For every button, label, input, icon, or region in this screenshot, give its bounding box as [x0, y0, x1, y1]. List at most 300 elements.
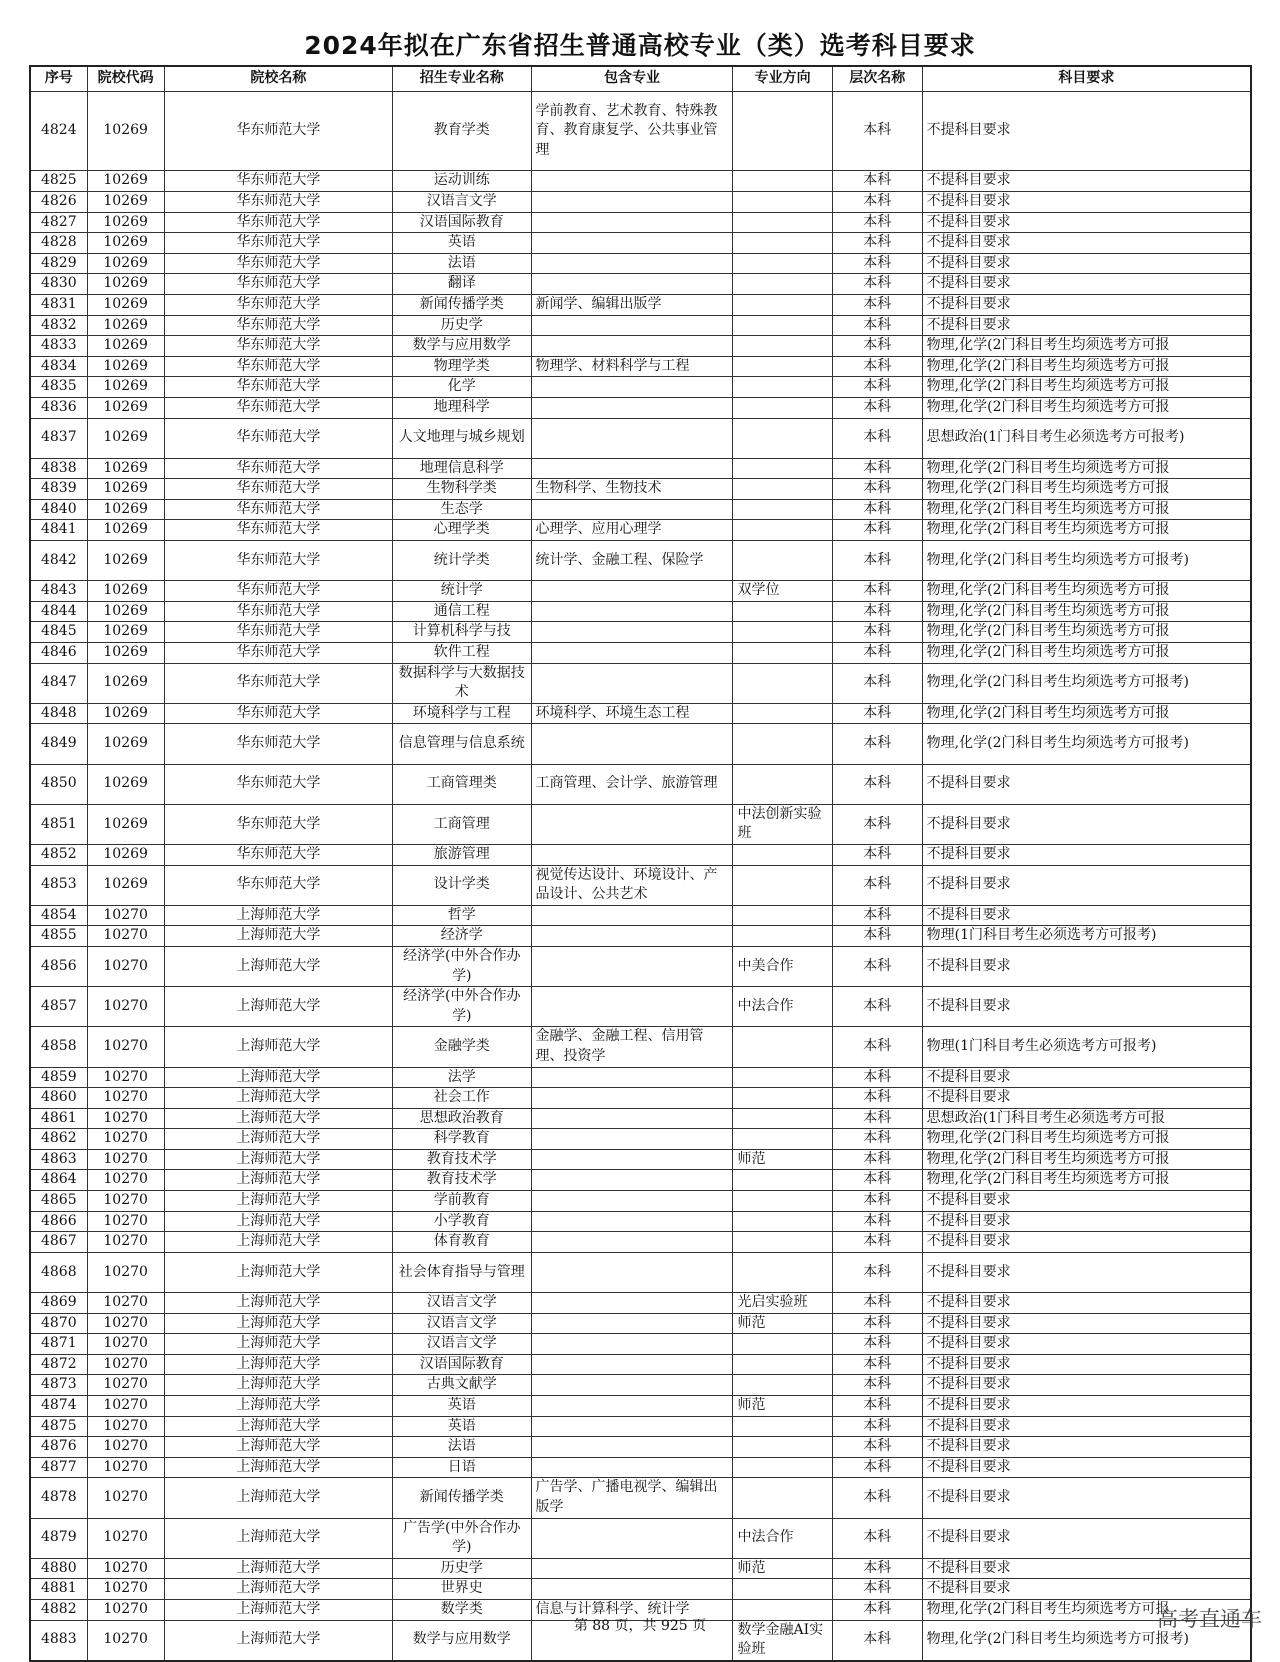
cell-direction: 数学金融AI实验班 — [733, 1620, 832, 1661]
table-row — [30, 520, 1251, 541]
cell-included — [531, 212, 733, 233]
cell-level: 本科 — [832, 622, 922, 643]
cell-major: 数据科学与大数据技术 — [393, 663, 531, 703]
cell-code: 10269 — [87, 92, 164, 171]
cell-level: 本科 — [832, 1129, 922, 1150]
cell-school: 华东师范大学 — [164, 601, 392, 622]
cell-seq: 4834 — [30, 356, 87, 377]
cell-direction — [733, 601, 832, 622]
cell-subjects: 物理,化学(2门科目考生均须选考方可报 — [922, 703, 1251, 724]
cell-code: 10270 — [87, 1129, 164, 1150]
cell-seq: 4868 — [30, 1252, 87, 1292]
brand-watermark: 高考直通车 — [1157, 1607, 1262, 1631]
cell-level: 本科 — [832, 294, 922, 315]
cell-level: 本科 — [832, 520, 922, 541]
cell-level: 本科 — [832, 1599, 922, 1620]
cell-code: 10270 — [87, 905, 164, 926]
table-header-row — [30, 66, 1251, 92]
cell-seq: 4841 — [30, 520, 87, 541]
cell-major: 教育学类 — [393, 92, 531, 171]
cell-direction — [733, 1354, 832, 1375]
cell-school: 上海师范大学 — [164, 1558, 392, 1579]
cell-code: 10269 — [87, 520, 164, 541]
cell-subjects: 不提科目要求 — [922, 315, 1251, 336]
cell-level: 本科 — [832, 1313, 922, 1334]
cell-seq: 4833 — [30, 336, 87, 357]
page-footer: 第 88 页，共 925 页 — [573, 1618, 707, 1634]
cell-major: 工商管理 — [393, 804, 531, 844]
cell-included: 信息与计算科学、统计学 — [531, 1599, 733, 1620]
cell-included — [531, 377, 733, 398]
cell-level: 本科 — [832, 1518, 922, 1558]
cell-code: 10269 — [87, 233, 164, 254]
cell-subjects: 不提科目要求 — [922, 92, 1251, 171]
cell-included — [531, 1558, 733, 1579]
cell-seq: 4831 — [30, 294, 87, 315]
cell-subjects: 不提科目要求 — [922, 1313, 1251, 1334]
cell-level: 本科 — [832, 1620, 922, 1661]
table-row — [30, 663, 1251, 703]
cell-code: 10269 — [87, 844, 164, 865]
cell-included — [531, 315, 733, 336]
table-row — [30, 356, 1251, 377]
cell-subjects: 思想政治(1门科目考生必须选考方可报考) — [922, 418, 1251, 458]
cell-seq: 4881 — [30, 1579, 87, 1600]
cell-included — [531, 1457, 733, 1478]
cell-direction — [733, 520, 832, 541]
cell-major: 广告学(中外合作办学) — [393, 1518, 531, 1558]
cell-major: 学前教育 — [393, 1191, 531, 1212]
cell-direction — [733, 1416, 832, 1437]
cell-level: 本科 — [832, 946, 922, 986]
cell-level: 本科 — [832, 377, 922, 398]
cell-subjects: 物理,化学(2门科目考生均须选考方可报 — [922, 601, 1251, 622]
requirements-table — [29, 65, 1252, 1662]
cell-direction — [733, 418, 832, 458]
table-row — [30, 499, 1251, 520]
cell-included — [531, 1211, 733, 1232]
cell-level: 本科 — [832, 1149, 922, 1170]
table-row — [30, 804, 1251, 844]
cell-included — [531, 233, 733, 254]
cell-direction — [733, 905, 832, 926]
cell-subjects: 不提科目要求 — [922, 212, 1251, 233]
cell-code: 10270 — [87, 1170, 164, 1191]
cell-code: 10270 — [87, 926, 164, 947]
cell-level: 本科 — [832, 212, 922, 233]
table-row — [30, 336, 1251, 357]
cell-seq: 4847 — [30, 663, 87, 703]
cell-major: 金融学类 — [393, 1027, 531, 1067]
cell-subjects: 不提科目要求 — [922, 253, 1251, 274]
cell-level: 本科 — [832, 397, 922, 418]
cell-direction — [733, 1579, 832, 1600]
cell-code: 10270 — [87, 1579, 164, 1600]
cell-direction — [733, 397, 832, 418]
cell-subjects: 不提科目要求 — [922, 274, 1251, 295]
table-row — [30, 1211, 1251, 1232]
cell-level: 本科 — [832, 1108, 922, 1129]
cell-direction — [733, 1252, 832, 1292]
cell-included — [531, 253, 733, 274]
cell-level: 本科 — [832, 274, 922, 295]
cell-code: 10270 — [87, 1027, 164, 1067]
cell-school: 上海师范大学 — [164, 905, 392, 926]
cell-level: 本科 — [832, 1191, 922, 1212]
cell-seq: 4826 — [30, 191, 87, 212]
cell-code: 10270 — [87, 1558, 164, 1579]
cell-seq: 4842 — [30, 541, 87, 581]
cell-school: 华东师范大学 — [164, 804, 392, 844]
table-row — [30, 1191, 1251, 1212]
cell-included — [531, 1252, 733, 1292]
cell-direction — [733, 643, 832, 664]
cell-school: 华东师范大学 — [164, 377, 392, 398]
cell-subjects: 不提科目要求 — [922, 1375, 1251, 1396]
cell-seq: 4854 — [30, 905, 87, 926]
cell-direction — [733, 1191, 832, 1212]
cell-seq: 4872 — [30, 1354, 87, 1375]
header-level: 层次名称 — [832, 66, 922, 92]
cell-included — [531, 1293, 733, 1314]
cell-school: 华东师范大学 — [164, 171, 392, 192]
cell-major: 数学与应用数学 — [393, 1620, 531, 1661]
header-subjects: 科目要求 — [922, 66, 1251, 92]
cell-major: 统计学类 — [393, 541, 531, 581]
cell-major: 汉语国际教育 — [393, 1354, 531, 1375]
cell-included — [531, 418, 733, 458]
cell-seq: 4883 — [30, 1620, 87, 1661]
cell-code: 10270 — [87, 1252, 164, 1292]
cell-included — [531, 1149, 733, 1170]
cell-major: 法语 — [393, 253, 531, 274]
cell-level: 本科 — [832, 541, 922, 581]
cell-included — [531, 1108, 733, 1129]
table-row — [30, 171, 1251, 192]
table-row — [30, 1252, 1251, 1292]
cell-level: 本科 — [832, 905, 922, 926]
cell-code: 10270 — [87, 1416, 164, 1437]
cell-direction — [733, 1067, 832, 1088]
cell-direction: 双学位 — [733, 581, 832, 602]
cell-school: 华东师范大学 — [164, 233, 392, 254]
cell-subjects: 物理,化学(2门科目考生均须选考方可报 — [922, 356, 1251, 377]
cell-included — [531, 1375, 733, 1396]
header-major: 招生专业名称 — [393, 66, 531, 92]
table-row — [30, 1558, 1251, 1579]
cell-direction — [733, 724, 832, 764]
cell-school: 华东师范大学 — [164, 622, 392, 643]
table-row — [30, 294, 1251, 315]
cell-level: 本科 — [832, 92, 922, 171]
table-row — [30, 253, 1251, 274]
cell-included — [531, 1396, 733, 1417]
cell-major: 英语 — [393, 233, 531, 254]
cell-included: 工商管理、会计学、旅游管理 — [531, 764, 733, 804]
cell-school: 华东师范大学 — [164, 520, 392, 541]
cell-level: 本科 — [832, 418, 922, 458]
table-row — [30, 274, 1251, 295]
cell-school: 华东师范大学 — [164, 844, 392, 865]
cell-major: 地理信息科学 — [393, 458, 531, 479]
cell-school: 上海师范大学 — [164, 1027, 392, 1067]
table-row — [30, 1313, 1251, 1334]
cell-major: 信息管理与信息系统 — [393, 724, 531, 764]
cell-seq: 4874 — [30, 1396, 87, 1417]
cell-level: 本科 — [832, 643, 922, 664]
cell-direction — [733, 212, 832, 233]
table-row — [30, 987, 1251, 1027]
cell-school: 华东师范大学 — [164, 643, 392, 664]
cell-school: 华东师范大学 — [164, 212, 392, 233]
cell-included — [531, 581, 733, 602]
cell-direction — [733, 377, 832, 398]
cell-subjects: 不提科目要求 — [922, 1067, 1251, 1088]
cell-direction — [733, 1232, 832, 1253]
header-seq: 序号 — [30, 66, 87, 92]
cell-subjects: 物理,化学(2门科目考生均须选考方可报 — [922, 397, 1251, 418]
header-code: 院校代码 — [87, 66, 164, 92]
cell-subjects: 不提科目要求 — [922, 844, 1251, 865]
cell-subjects: 不提科目要求 — [922, 1396, 1251, 1417]
cell-level: 本科 — [832, 1027, 922, 1067]
table-row — [30, 905, 1251, 926]
cell-major: 科学教育 — [393, 1129, 531, 1150]
cell-code: 10270 — [87, 946, 164, 986]
cell-included: 生物科学、生物技术 — [531, 479, 733, 500]
cell-direction — [733, 253, 832, 274]
cell-direction — [733, 1375, 832, 1396]
cell-major: 小学教育 — [393, 1211, 531, 1232]
cell-seq: 4837 — [30, 418, 87, 458]
cell-school: 上海师范大学 — [164, 1252, 392, 1292]
cell-school: 华东师范大学 — [164, 397, 392, 418]
cell-level: 本科 — [832, 1293, 922, 1314]
table-row — [30, 703, 1251, 724]
cell-included — [531, 844, 733, 865]
table-row — [30, 1579, 1251, 1600]
cell-school: 上海师范大学 — [164, 987, 392, 1027]
table-row — [30, 1334, 1251, 1355]
cell-subjects: 物理,化学(2门科目考生均须选考方可报 — [922, 622, 1251, 643]
cell-school: 上海师范大学 — [164, 1579, 392, 1600]
cell-level: 本科 — [832, 601, 922, 622]
cell-school: 华东师范大学 — [164, 336, 392, 357]
cell-level: 本科 — [832, 356, 922, 377]
cell-seq: 4850 — [30, 764, 87, 804]
cell-level: 本科 — [832, 479, 922, 500]
cell-school: 上海师范大学 — [164, 1599, 392, 1620]
cell-seq: 4859 — [30, 1067, 87, 1088]
cell-included — [531, 724, 733, 764]
cell-seq: 4877 — [30, 1457, 87, 1478]
cell-code: 10269 — [87, 336, 164, 357]
table-row — [30, 1149, 1251, 1170]
cell-included — [531, 926, 733, 947]
cell-included — [531, 804, 733, 844]
cell-seq: 4871 — [30, 1334, 87, 1355]
cell-direction — [733, 1478, 832, 1518]
table-row — [30, 212, 1251, 233]
cell-subjects: 物理(1门科目考生必须选考方可报考) — [922, 926, 1251, 947]
cell-major: 英语 — [393, 1416, 531, 1437]
cell-included — [531, 601, 733, 622]
table-row — [30, 1170, 1251, 1191]
table-row — [30, 397, 1251, 418]
table-row — [30, 946, 1251, 986]
cell-major: 社会体育指导与管理 — [393, 1252, 531, 1292]
cell-major: 人文地理与城乡规划 — [393, 418, 531, 458]
table-row — [30, 601, 1251, 622]
cell-direction — [733, 541, 832, 581]
cell-seq: 4863 — [30, 1149, 87, 1170]
table-row — [30, 581, 1251, 602]
cell-school: 上海师范大学 — [164, 1457, 392, 1478]
cell-code: 10270 — [87, 1108, 164, 1129]
cell-major: 软件工程 — [393, 643, 531, 664]
cell-direction — [733, 315, 832, 336]
table-row — [30, 418, 1251, 458]
cell-seq: 4839 — [30, 479, 87, 500]
table-row — [30, 1232, 1251, 1253]
cell-included — [531, 643, 733, 664]
cell-code: 10270 — [87, 1620, 164, 1661]
table-row — [30, 1027, 1251, 1067]
table-row — [30, 1518, 1251, 1558]
cell-major: 体育教育 — [393, 1232, 531, 1253]
cell-subjects: 不提科目要求 — [922, 1437, 1251, 1458]
cell-included — [531, 1129, 733, 1150]
cell-seq: 4853 — [30, 865, 87, 905]
cell-included — [531, 1088, 733, 1109]
cell-level: 本科 — [832, 1579, 922, 1600]
page-title: 2024年拟在广东省招生普通高校专业（类）选考科目要求 — [304, 31, 976, 60]
cell-major: 汉语言文学 — [393, 1313, 531, 1334]
cell-direction: 师范 — [733, 1149, 832, 1170]
cell-major: 旅游管理 — [393, 844, 531, 865]
cell-level: 本科 — [832, 926, 922, 947]
cell-code: 10269 — [87, 479, 164, 500]
cell-direction — [733, 233, 832, 254]
cell-school: 上海师范大学 — [164, 1354, 392, 1375]
cell-school: 上海师范大学 — [164, 1170, 392, 1191]
cell-subjects: 物理,化学(2门科目考生均须选考方可报 — [922, 336, 1251, 357]
cell-subjects: 不提科目要求 — [922, 1457, 1251, 1478]
cell-included — [531, 1170, 733, 1191]
table-row — [30, 541, 1251, 581]
table-row — [30, 1396, 1251, 1417]
cell-subjects: 不提科目要求 — [922, 1252, 1251, 1292]
cell-school: 上海师范大学 — [164, 1518, 392, 1558]
cell-subjects: 物理,化学(2门科目考生均须选考方可报 — [922, 377, 1251, 398]
cell-school: 华东师范大学 — [164, 724, 392, 764]
cell-code: 10270 — [87, 1232, 164, 1253]
cell-level: 本科 — [832, 1211, 922, 1232]
cell-level: 本科 — [832, 1067, 922, 1088]
cell-subjects: 不提科目要求 — [922, 1579, 1251, 1600]
cell-included — [531, 1354, 733, 1375]
cell-major: 教育技术学 — [393, 1170, 531, 1191]
cell-included — [531, 274, 733, 295]
cell-code: 10269 — [87, 804, 164, 844]
cell-school: 华东师范大学 — [164, 764, 392, 804]
cell-major: 化学 — [393, 377, 531, 398]
cell-level: 本科 — [832, 1375, 922, 1396]
cell-major: 思想政治教育 — [393, 1108, 531, 1129]
cell-code: 10269 — [87, 499, 164, 520]
cell-code: 10269 — [87, 171, 164, 192]
cell-level: 本科 — [832, 1252, 922, 1292]
cell-direction: 中法合作 — [733, 987, 832, 1027]
cell-subjects: 不提科目要求 — [922, 1416, 1251, 1437]
cell-direction — [733, 844, 832, 865]
cell-code: 10269 — [87, 315, 164, 336]
cell-included: 视觉传达设计、环境设计、产品设计、公共艺术 — [531, 865, 733, 905]
cell-seq: 4875 — [30, 1416, 87, 1437]
cell-direction — [733, 764, 832, 804]
cell-code: 10269 — [87, 865, 164, 905]
cell-seq: 4870 — [30, 1313, 87, 1334]
cell-seq: 4828 — [30, 233, 87, 254]
cell-seq: 4857 — [30, 987, 87, 1027]
cell-included: 统计学、金融工程、保险学 — [531, 541, 733, 581]
cell-school: 华东师范大学 — [164, 315, 392, 336]
cell-direction: 师范 — [733, 1396, 832, 1417]
cell-code: 10269 — [87, 581, 164, 602]
cell-code: 10269 — [87, 212, 164, 233]
cell-seq: 4843 — [30, 581, 87, 602]
cell-direction — [733, 479, 832, 500]
table-row — [30, 1354, 1251, 1375]
table-row — [30, 233, 1251, 254]
cell-subjects: 物理,化学(2门科目考生均须选考方可报 — [922, 1149, 1251, 1170]
table-row — [30, 1129, 1251, 1150]
cell-included — [531, 458, 733, 479]
table-row — [30, 1457, 1251, 1478]
cell-code: 10270 — [87, 1067, 164, 1088]
cell-major: 经济学 — [393, 926, 531, 947]
cell-school: 华东师范大学 — [164, 479, 392, 500]
table-row — [30, 377, 1251, 398]
cell-code: 10270 — [87, 1211, 164, 1232]
cell-subjects: 物理,化学(2门科目考生均须选考方可报考) — [922, 724, 1251, 764]
cell-major: 汉语言文学 — [393, 1293, 531, 1314]
cell-direction — [733, 336, 832, 357]
cell-major: 心理学类 — [393, 520, 531, 541]
cell-school: 华东师范大学 — [164, 499, 392, 520]
cell-direction — [733, 1211, 832, 1232]
cell-major: 生态学 — [393, 499, 531, 520]
cell-level: 本科 — [832, 764, 922, 804]
cell-major: 翻译 — [393, 274, 531, 295]
cell-code: 10270 — [87, 987, 164, 1027]
cell-subjects: 物理,化学(2门科目考生均须选考方可报 — [922, 520, 1251, 541]
cell-subjects: 不提科目要求 — [922, 1354, 1251, 1375]
cell-school: 华东师范大学 — [164, 253, 392, 274]
cell-school: 华东师范大学 — [164, 92, 392, 171]
cell-direction — [733, 865, 832, 905]
cell-level: 本科 — [832, 1170, 922, 1191]
cell-included — [531, 622, 733, 643]
cell-school: 华东师范大学 — [164, 541, 392, 581]
cell-code: 10269 — [87, 294, 164, 315]
cell-included: 广告学、广播电视学、编辑出版学 — [531, 1478, 733, 1518]
cell-seq: 4862 — [30, 1129, 87, 1150]
cell-seq: 4838 — [30, 458, 87, 479]
cell-major: 历史学 — [393, 1558, 531, 1579]
cell-seq: 4827 — [30, 212, 87, 233]
cell-seq: 4824 — [30, 92, 87, 171]
